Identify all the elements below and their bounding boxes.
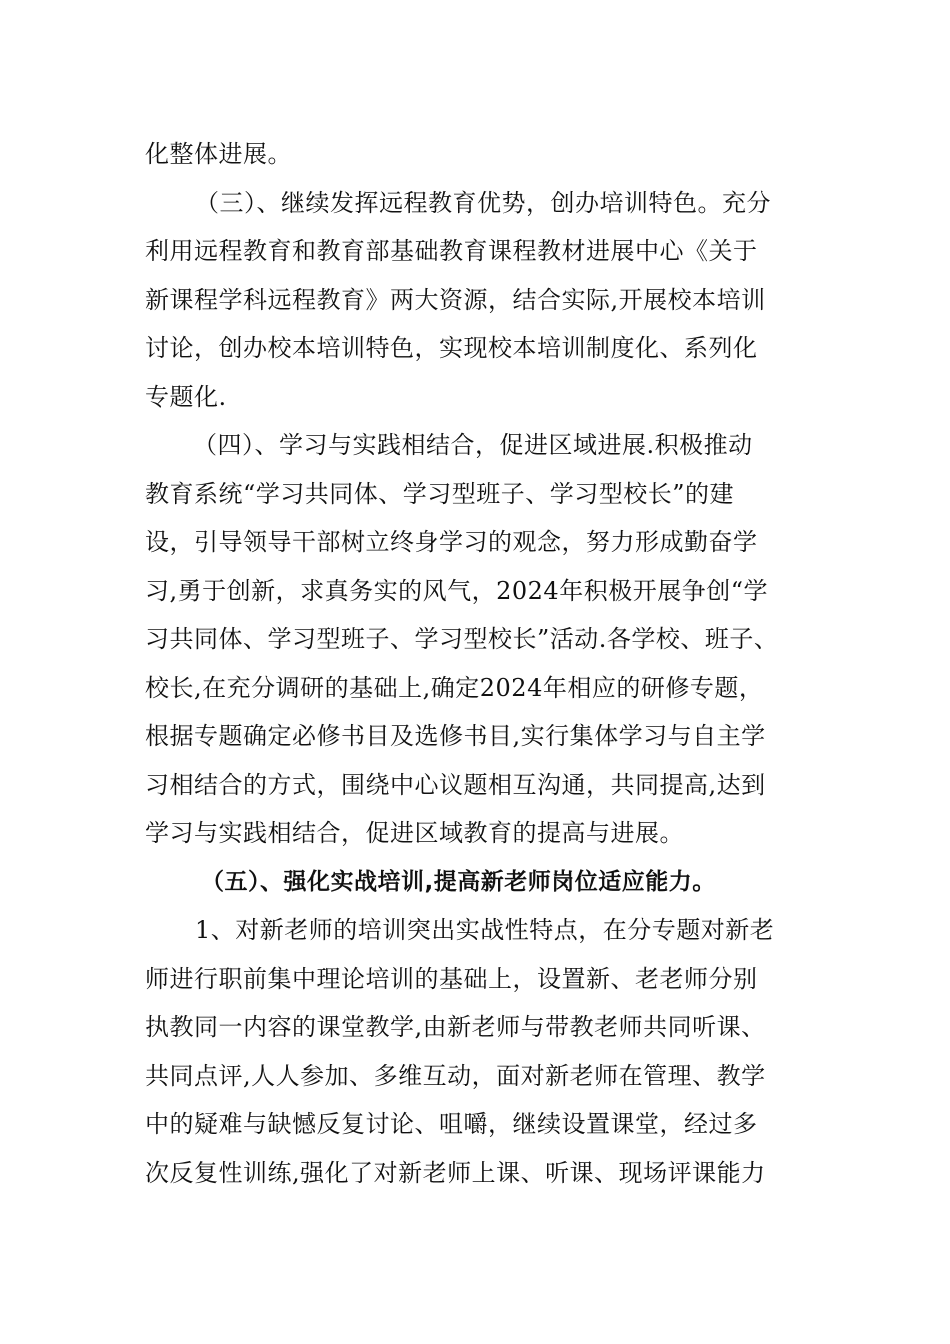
text-line: 师进行职前集中理论培训的基础上，设置新、老老师分别 bbox=[145, 964, 758, 993]
text-line: 共同点评,人人参加、多维互动，面对新老师在管理、教学 bbox=[145, 1061, 766, 1090]
section-5-heading: （五）、强化实战培训,提高新老师岗位适应能力。 bbox=[201, 868, 716, 895]
section-4-first-line: （四）、学习与实践相结合，促进区域进展.积极推动 bbox=[193, 431, 753, 459]
text-line: 专题化. bbox=[145, 382, 227, 411]
text-line: 执教同一内容的课堂教学,由新老师与带教老师共同听课、 bbox=[145, 1013, 766, 1041]
text-line: 新课程学科远程教育》两大资源，结合实际,开展校本培训 bbox=[145, 285, 766, 314]
text-line: 习,勇于创新，求真务实的风气，2024年积极开展争创“学 bbox=[145, 576, 768, 605]
text-line: 学习与实践相结合，促进区域教育的提高与进展。 bbox=[145, 819, 684, 847]
text-line: 讨论，创办校本培训特色，实现校本培训制度化、系列化 bbox=[145, 334, 758, 362]
text-line: 设，引导领导干部树立终身学习的观念，努力形成勤奋学 bbox=[145, 528, 758, 556]
section-3-first-line: （三）、继续发挥远程教育优势，创办培训特色。充分 bbox=[195, 188, 771, 217]
text-line: 次反复性训练,强化了对新老师上课、听课、现场评课能力 bbox=[145, 1158, 766, 1187]
text-line: 利用远程教育和教育部基础教育课程教材进展中心《关于 bbox=[145, 237, 758, 265]
item-1-first-line: 1、对新老师的培训突出实战性特点，在分专题对新老 bbox=[195, 916, 775, 944]
text-line: 根据专题确定必修书目及选修书目,实行集体学习与自主学 bbox=[145, 722, 766, 750]
text-line: 校长,在充分调研的基础上,确定2024年相应的研修专题， bbox=[145, 673, 764, 702]
text-line: 中的疑难与缺憾反复讨论、咀嚼，继续设置课堂，经过多 bbox=[145, 1110, 758, 1138]
body-text bbox=[145, 130, 835, 1197]
text-line: 教育系统“学习共同体、学习型班子、学习型校长”的建 bbox=[145, 479, 735, 508]
text-line: 化整体进展。 bbox=[145, 140, 292, 168]
text-line: 习共同体、学习型班子、学习型校长”活动.各学校、班子、 bbox=[145, 625, 779, 653]
text-line: 习相结合的方式，围绕中心议题相互沟通，共同提高,达到 bbox=[145, 770, 766, 799]
